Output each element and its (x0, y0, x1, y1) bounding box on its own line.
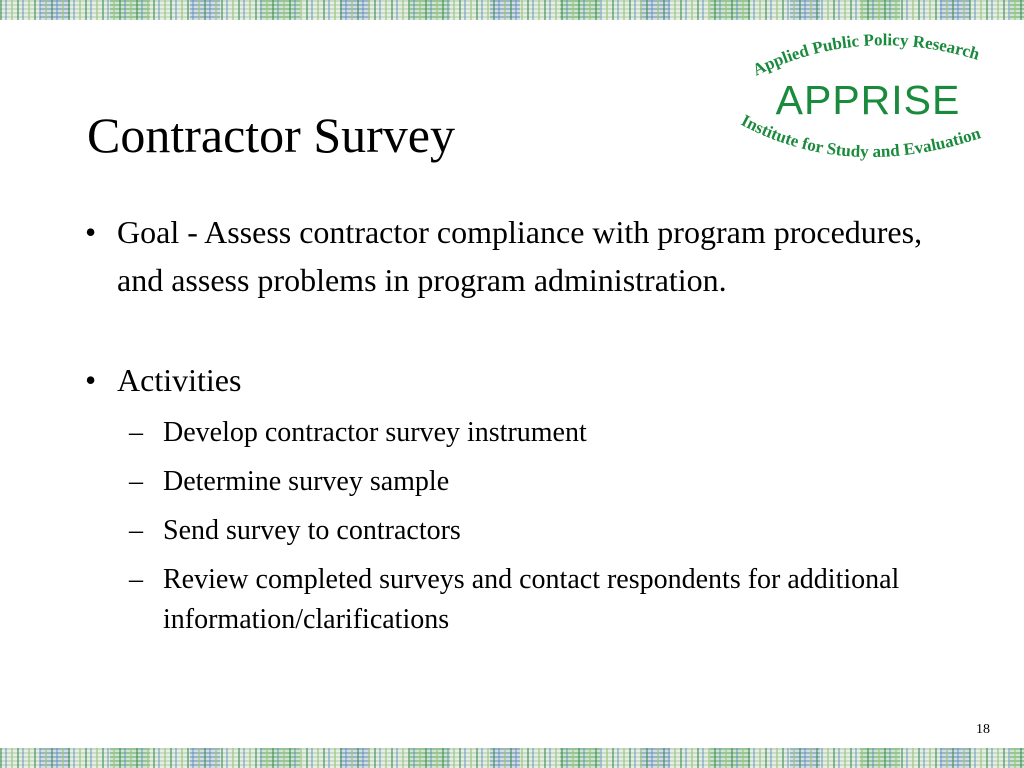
sub-bullet-marker: – (129, 417, 143, 448)
sub-bullet-text: Review completed surveys and contact respondents for additional information/clarifications (163, 564, 900, 635)
sub-bullet-marker: – (129, 564, 143, 595)
sub-bullet-marker: – (129, 515, 143, 546)
slide-title: Contractor Survey (87, 107, 455, 163)
sub-bullet-text: Send survey to contractors (163, 515, 461, 546)
logo-arc-bottom-text: Institute for Study and Evaluation (738, 110, 983, 162)
page-number: 18 (976, 722, 990, 737)
bullet-marker: • (85, 214, 97, 250)
sub-bullet-text: Determine survey sample (163, 466, 450, 497)
sub-bullet-marker: – (129, 466, 143, 497)
bullet-marker: • (85, 362, 97, 398)
decorative-top-border (0, 0, 1024, 20)
apprise-logo (718, 28, 1018, 178)
logo-arc-top-text: Applied Public Policy Research (749, 30, 982, 80)
sub-bullet-text: Develop contractor survey instrument (163, 417, 587, 448)
decorative-bottom-border (0, 748, 1024, 768)
bullet-goal-text: Goal - Assess contractor compliance with program procedures, and assess problems in program administration. (117, 214, 923, 298)
logo-name-text: APPRISE (775, 77, 961, 123)
bullet-activities-text: Activities (117, 362, 242, 398)
